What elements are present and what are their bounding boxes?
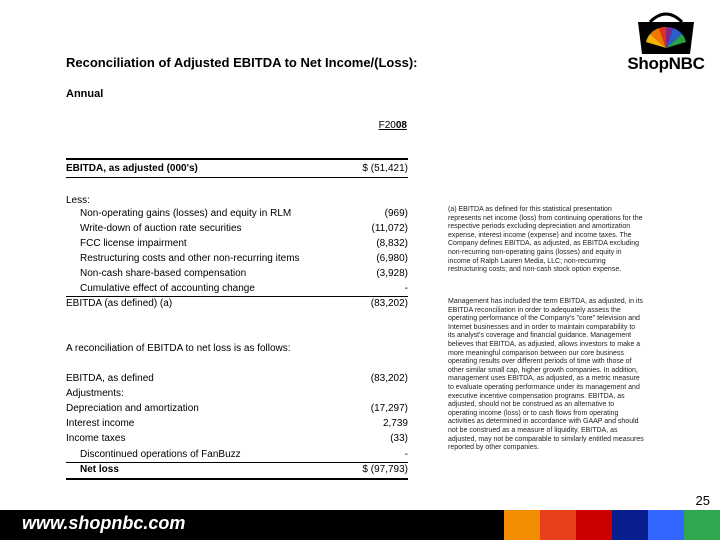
row-label: FCC license impairment bbox=[80, 238, 187, 249]
row-label: Income taxes bbox=[66, 433, 126, 444]
row-label: Non-operating gains (losses) and equity in RLM bbox=[80, 208, 292, 219]
row-value: (33) bbox=[390, 433, 408, 444]
table-rule bbox=[66, 177, 408, 178]
column-header-fiscal-year bbox=[300, 120, 407, 131]
row-label: Net loss bbox=[80, 464, 119, 475]
row-label: EBITDA, as adjusted (000's) bbox=[66, 163, 198, 174]
row-label: Interest income bbox=[66, 418, 135, 429]
table-row bbox=[66, 416, 408, 432]
column-header-prefix: F20 bbox=[378, 120, 396, 131]
column-header-suffix: 08 bbox=[395, 120, 407, 131]
table-row bbox=[80, 447, 408, 463]
less-label-text: Less: bbox=[66, 195, 90, 206]
footnote-management: Management has included the term EBITDA, as adjusted, in its EBITDA reconciliation in order to adequately assess the operating performance of the Company's "core" television and Internet businesses and in order to maintain comparability to its analyst's coverage and financial guidance. Management believes that EBITDA, as adjusted, allows investors to make a more meaningful comparison between our core business operating results over different periods of time with those of other similar small cap, higher growth companies. In addition, management uses EBITDA, as adjusted, as a metric measure to evaluate operating performance under its management and executive incentive compensation programs. EBITDA, as adjusted, should not be construed as an alternative to operating income (loss) or to cash flows from operating activities as determined in accordance with GAAP and should not be construed as a measure of liquidity. EBITDA, as adjusted, may not be comparable to similarly entitled measures reported by other companies. bbox=[448, 298, 644, 452]
row-value: (8,832) bbox=[376, 238, 408, 249]
table-row bbox=[80, 281, 408, 297]
row-value: - bbox=[404, 449, 408, 460]
table-row bbox=[66, 401, 408, 417]
row-value: (83,202) bbox=[370, 298, 408, 309]
table-row bbox=[80, 221, 408, 237]
footer-color-stripe bbox=[576, 510, 612, 540]
adjustments-label bbox=[66, 386, 408, 402]
page-title: Reconciliation of Adjusted EBITDA to Net Income/(Loss): bbox=[66, 55, 418, 70]
footnote-a: (a) EBITDA as defined for this statistical presentation represents net income (loss) from continuing operations for the respective periods excluding depreciation and amortization expense, interest income (expense) and income taxes. The Company defines EBITDA, as adjusted, as EBITDA excluding non-recurring non-operating gains (losses) and equity in income of Ralph Lauren Media, LLC; non-recurring restructuring costs; and non-cash stock option expense. bbox=[448, 206, 643, 274]
table-row bbox=[80, 206, 408, 222]
row-value: (11,072) bbox=[371, 223, 408, 234]
row-value: 2,739 bbox=[382, 418, 408, 429]
row-value: $ (51,421) bbox=[362, 163, 408, 174]
section-subtitle: Annual bbox=[66, 88, 104, 100]
row-label: Cumulative effect of accounting change bbox=[80, 283, 255, 294]
row-value: - bbox=[404, 283, 408, 294]
row-label: Restructuring costs and other non-recurring items bbox=[80, 253, 300, 264]
table-row bbox=[80, 266, 408, 282]
row-label: Write-down of auction rate securities bbox=[80, 223, 242, 234]
row-label: Depreciation and amortization bbox=[66, 403, 199, 414]
footer-color-stripe bbox=[648, 510, 684, 540]
row-value: (17,297) bbox=[370, 403, 408, 414]
table-top-rule bbox=[66, 158, 408, 160]
row-label: Non-cash share-based compensation bbox=[80, 268, 247, 279]
net-loss-row bbox=[80, 462, 408, 478]
ebitda-defined-row bbox=[66, 296, 408, 312]
table-row bbox=[80, 251, 408, 267]
reconciliation-label-text: A reconciliation of EBITDA to net loss is as follows: bbox=[66, 343, 291, 354]
page-number: 25 bbox=[695, 493, 710, 508]
net-loss-bottom-rule bbox=[66, 478, 408, 480]
footer-url[interactable]: www.shopnbc.com bbox=[22, 513, 186, 533]
row-label: Discontinued operations of FanBuzz bbox=[80, 449, 241, 460]
row-value: (3,928) bbox=[376, 268, 408, 279]
row-value: (969) bbox=[384, 208, 408, 219]
row-value: $ (97,793) bbox=[362, 464, 408, 475]
footer-color-stripe bbox=[612, 510, 648, 540]
reconciliation-label bbox=[66, 341, 408, 357]
adjustments-label-text: Adjustments: bbox=[66, 388, 124, 399]
footer-color-stripe bbox=[504, 510, 540, 540]
row-value: (83,202) bbox=[370, 373, 408, 384]
row-label: EBITDA (as defined) (a) bbox=[66, 298, 173, 309]
table-row bbox=[66, 371, 408, 387]
table-row bbox=[66, 431, 408, 447]
footer-color-stripe bbox=[684, 510, 720, 540]
table-row bbox=[80, 236, 408, 252]
row-value: (6,980) bbox=[376, 253, 408, 264]
footer-color-stripe bbox=[540, 510, 576, 540]
row-label: EBITDA, as defined bbox=[66, 373, 154, 384]
ebitda-adjusted-row bbox=[66, 161, 408, 177]
logo-text: ShopNBC bbox=[627, 54, 705, 73]
